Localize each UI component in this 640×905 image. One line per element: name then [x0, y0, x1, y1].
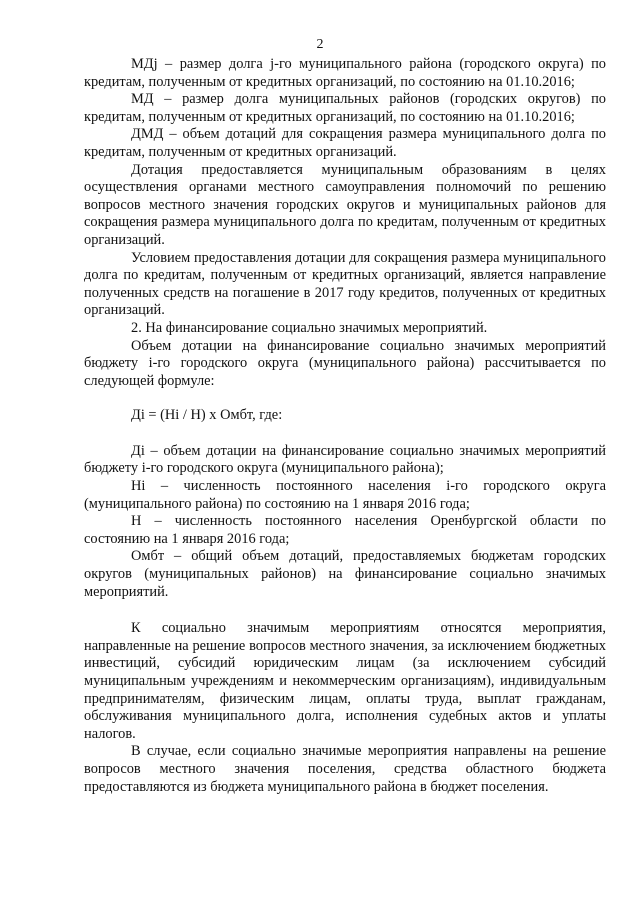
definition-md: МД – размер долга муниципальных районов (городских округов) по кредитам, полученным от кредитных организаций, по состоянию на 01.10.2016;	[84, 91, 606, 125]
paragraph-settlement-case: В случае, если социально значимые мероприятия направлены на решение вопросов местного значения поселения, средства областного бюджета предоставляются из бюджета муниципального района в бюджет поселения.	[84, 743, 606, 795]
paragraph-purpose: Дотация предоставляется муниципальным образованиям в целях осуществления органами местного самоуправления полномочий по решению вопросов местного значения городских округов и муниципальных районов для сокращения размера муниципального долга по кредитам, полученным от кредитных организаций.	[84, 161, 606, 248]
definition-h: H – численность постоянного населения Оренбургской области по состоянию на 1 января 2016 года;	[84, 513, 606, 547]
paragraph-social-measures: К социально значимым мероприятиям относятся мероприятия, направленные на решение вопросов местного значения, за исключением бюджетных инвестиций, субсидий юридическим лицам (за исключением субсидий муниципальным учреждениям и некоммерческим организациям), индивидуальным предпринимателям, физическим лицам, оплаты труда, выплат гражданам, обслуживания муниципального долга, исполнения судебных актов и уплаты налогов.	[84, 620, 606, 742]
paragraph-condition: Условием предоставления дотации для сокращения размера муниципального долга по кредитам, полученным от кредитных организаций, является направление полученных средств на погашение в 2017 году кредитов, полученных от кредитных организаций.	[84, 249, 606, 319]
section-heading-2: 2. На финансирование социально значимых мероприятий.	[131, 319, 488, 336]
definition-mdj: МДj – размер долга j-го муниципального района (городского округа) по кредитам, полученным от кредитных организаций, по состоянию на 01.10.2016;	[84, 56, 606, 90]
definition-ombt: Омбт – общий объем дотаций, предоставляемых бюджетам городских округов (муниципальных районов) на финансирование социально значимых мероприятий.	[84, 548, 606, 600]
definition-hi: Hi – численность постоянного населения i-го городского округа (муниципального района) по состоянию на 1 января 2016 года;	[84, 478, 606, 512]
document-body	[84, 56, 606, 796]
page-number: 2	[316, 37, 324, 52]
definition-dmd: ДМД – объем дотаций для сокращения размера муниципального долга по кредитам, полученным от кредитных организаций.	[84, 126, 606, 160]
paragraph-formula-intro: Объем дотации на финансирование социально значимых мероприятий бюджету i-го городского округа (муниципального района) рассчитывается по следующей формуле:	[84, 337, 606, 389]
formula: Дi = (Hi / H) х Омбт, где:	[131, 407, 283, 424]
definition-di: Дi – объем дотации на финансирование социально значимых мероприятий бюджету i-го городского округа (муниципального района);	[84, 442, 606, 477]
